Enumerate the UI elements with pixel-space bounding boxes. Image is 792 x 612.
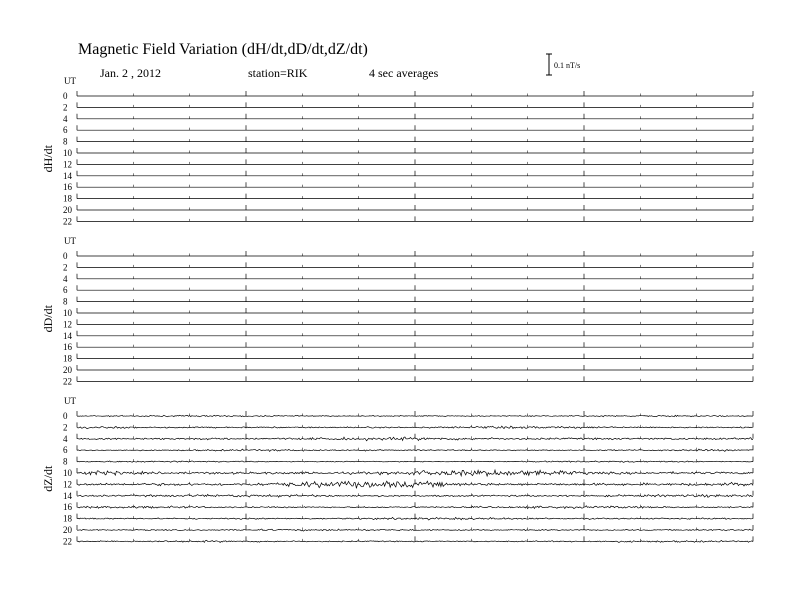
ut-label: UT bbox=[64, 236, 76, 246]
hour-label: 20 bbox=[63, 525, 72, 535]
hour-label: 6 bbox=[63, 125, 68, 136]
hour-label: 8 bbox=[63, 136, 68, 147]
hour-label: 14 bbox=[63, 490, 72, 501]
hour-label: 4 bbox=[63, 433, 68, 444]
hour-label: 18 bbox=[63, 193, 72, 204]
hour-label: 6 bbox=[63, 285, 68, 296]
hour-label: 6 bbox=[63, 445, 68, 456]
hour-label: 14 bbox=[63, 170, 72, 181]
hour-label: 0 bbox=[63, 251, 68, 261]
hour-label: 12 bbox=[63, 159, 72, 170]
panels bbox=[41, 76, 753, 546]
hour-label: 2 bbox=[63, 102, 68, 113]
hour-label: 8 bbox=[63, 296, 68, 307]
hour-label: 12 bbox=[63, 479, 72, 490]
ut-label: UT bbox=[64, 76, 76, 86]
component-label: dD/dt bbox=[41, 305, 55, 333]
hour-label: 0 bbox=[63, 91, 68, 101]
scale-bar-label: 0.1 nT/s bbox=[554, 61, 581, 70]
scale-bar bbox=[546, 54, 580, 75]
hour-label: 22 bbox=[63, 216, 72, 227]
hour-label: 4 bbox=[63, 273, 68, 284]
hour-label: 0 bbox=[63, 411, 68, 421]
panel-dH-per-dt bbox=[41, 76, 753, 226]
hour-label: 10 bbox=[63, 308, 72, 318]
hour-label: 16 bbox=[63, 182, 72, 193]
series-trace bbox=[77, 437, 753, 441]
hour-label: 2 bbox=[63, 262, 68, 273]
station-label: station=RIK bbox=[248, 66, 308, 80]
averaging-label: 4 sec averages bbox=[369, 66, 439, 80]
hour-label: 2 bbox=[63, 422, 68, 433]
panel-dD-per-dt bbox=[41, 236, 753, 386]
hour-label: 22 bbox=[63, 536, 72, 547]
hour-label: 16 bbox=[63, 502, 72, 513]
hour-label: 18 bbox=[63, 513, 72, 524]
component-label: dZ/dt bbox=[41, 465, 55, 492]
hour-label: 4 bbox=[63, 113, 68, 124]
hour-label: 22 bbox=[63, 376, 72, 387]
hour-label: 14 bbox=[63, 330, 72, 341]
hour-label: 12 bbox=[63, 319, 72, 330]
hour-label: 16 bbox=[63, 342, 72, 353]
figure-title: Magnetic Field Variation (dH/dt,dD/dt,dZ/dt) bbox=[78, 41, 368, 58]
ut-label: UT bbox=[64, 396, 76, 406]
component-label: dH/dt bbox=[41, 145, 55, 173]
hour-label: 10 bbox=[63, 148, 72, 158]
hour-label: 20 bbox=[63, 205, 72, 215]
date-label: Jan. 2 , 2012 bbox=[100, 66, 161, 80]
hour-label: 10 bbox=[63, 468, 72, 478]
panel-dZ-per-dt bbox=[41, 396, 753, 546]
hour-label: 18 bbox=[63, 353, 72, 364]
hour-label: 8 bbox=[63, 456, 68, 467]
hour-label: 20 bbox=[63, 365, 72, 375]
